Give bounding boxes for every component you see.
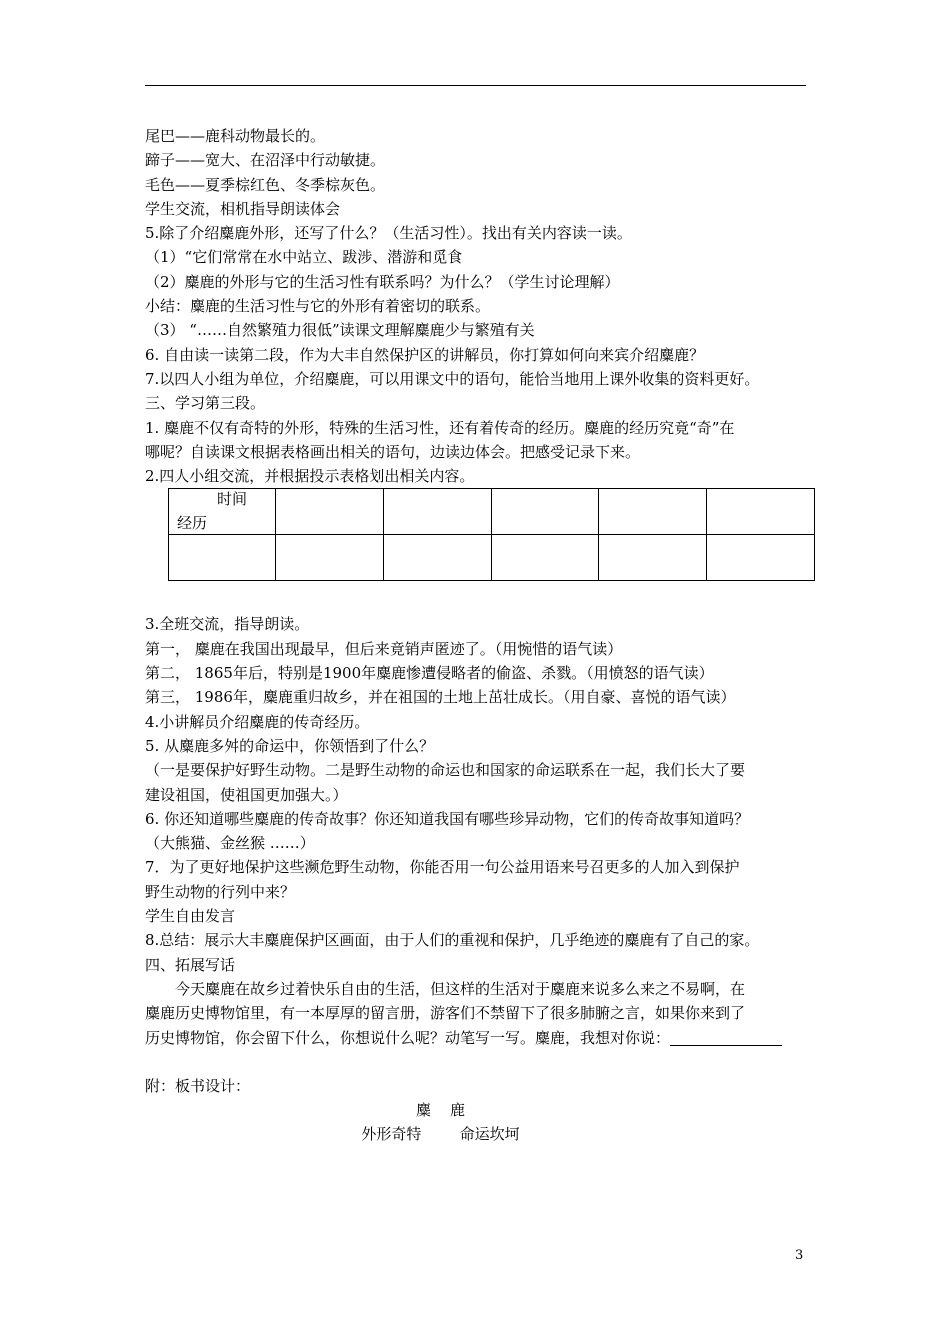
paragraph-line-with-blank	[145, 1026, 810, 1050]
table-cell[interactable]	[491, 489, 599, 535]
text-line: 第一， 麋鹿在我国出现最早，但后来竟销声匿迹了。（用惋惜的语气读）	[145, 639, 623, 658]
text-line: 6. 自由读一读第二段，作为大丰自然保护区的讲解员，你打算如何向来宾介绍麋鹿？	[145, 345, 705, 364]
board-title: 麋 鹿	[415, 1101, 466, 1120]
text-line: 学生交流，相机指导朗读体会	[145, 199, 341, 218]
text-line: 建设祖国，使祖国更加强大。）	[145, 785, 348, 804]
table-cell[interactable]	[599, 489, 707, 535]
paragraph-line: 历史博物馆，你会留下什么，你想说什么呢？动笔写一写。麋鹿，我想对你说：	[145, 1028, 671, 1047]
paragraph-line: 今天麋鹿在故乡过着快乐自由的生活，但这样的生活对于麋鹿来说多么来之不易啊，在	[175, 979, 746, 998]
section-heading: 三、学习第三段。	[145, 394, 266, 413]
text-line: 尾巴——鹿科动物最长的。	[145, 127, 326, 145]
text-line: 蹄子——宽大、在沼泽中行动敏捷。	[145, 151, 386, 170]
table-cell[interactable]	[707, 489, 815, 535]
table-row	[169, 489, 815, 535]
text-line: 学生自由发言	[145, 907, 236, 926]
text-line: 野生动物的行列中来？	[145, 882, 296, 901]
text-line: 第三， 1986年，麋鹿重归故乡，并在祖国的土地上茁壮成长。（用自豪、喜悦的语气读）	[145, 688, 736, 707]
table-cell[interactable]	[169, 535, 276, 581]
text-line: 2.四人小组交流，并根据投示表格划出相关内容。	[145, 467, 475, 486]
document-body	[145, 124, 810, 1147]
header-rule	[145, 85, 806, 86]
page-number: 3	[795, 1248, 804, 1263]
text-line: 7．为了更好地保护这些濒危野生动物，你能否用一句公益用语来号召更多的人加入到保护	[145, 858, 740, 877]
table-cell[interactable]	[383, 489, 491, 535]
text-line: 第二， 1865年后，特别是1900年麋鹿惨遭侵略者的偷盗、杀戮。（用愤怒的语气读）	[145, 664, 714, 683]
table-row	[169, 535, 815, 581]
text-line: （2）麋鹿的外形与它的生活习性有联系吗？为什么？（学生讨论理解）	[145, 272, 620, 291]
table-header-experience: 经历	[177, 514, 208, 533]
table-header-cell	[169, 489, 276, 535]
table-cell[interactable]	[491, 535, 599, 581]
table-cell[interactable]	[276, 535, 384, 581]
paragraph-line: 麋鹿历史博物馆里，有一本厚厚的留言册，游客们不禁留下了很多肺腑之言，如果你来到了	[145, 1004, 746, 1023]
text-line: 毛色——夏季棕红色、冬季棕灰色。	[145, 175, 386, 194]
text-line: （一是要保护好野生动物。二是野生动物的命运也和国家的命运联系在一起，我们长大了要	[145, 761, 746, 780]
text-line: 4.小讲解员介绍麋鹿的传奇经历。	[145, 712, 370, 731]
table-cell[interactable]	[276, 489, 384, 535]
text-line: 小结：麋鹿的生活习性与它的外形有着密切的联系。	[145, 297, 491, 316]
board-design-label: 附：板书设计：	[145, 1076, 251, 1095]
text-line: 5. 从麋鹿多舛的命运中，你领悟到了什么？	[145, 736, 435, 755]
text-line: 3.全班交流，指导朗读。	[145, 615, 310, 634]
text-line: （1）“它们常常在水中站立、跋涉、潜游和觅食	[145, 248, 463, 267]
board-subtitle: 外形奇特 命运坎坷	[361, 1125, 520, 1144]
table-cell[interactable]	[383, 535, 491, 581]
text-line: 5.除了介绍麋鹿外形，还写了什么？（生活习性）。找出有关内容读一读。	[145, 224, 632, 243]
answer-blank[interactable]	[670, 1028, 782, 1046]
table-cell[interactable]	[707, 535, 815, 581]
text-line: （3） “……自然繁殖力很低”读课文理解麋鹿少与繁殖有关	[145, 321, 535, 340]
text-line: （大熊猫、金丝猴 ……）	[145, 834, 315, 853]
table-cell[interactable]	[599, 535, 707, 581]
text-line: 哪呢？自读课文根据表格画出相关的语句，边读边体会。把感受记录下来。	[145, 442, 641, 461]
text-line: 8.总结：展示大丰麋鹿保护区画面，由于人们的重视和保护，几乎绝迹的麋鹿有了自己的家。	[145, 931, 760, 950]
text-line: 1. 麋鹿不仅有奇特的外形，特殊的生活习性，还有着传奇的经历。麋鹿的经历究竟“奇”在	[145, 418, 735, 437]
experience-table	[168, 488, 815, 581]
text-line: 7.以四人小组为单位，介绍麋鹿，可以用课文中的语句，能恰当地用上课外收集的资料更好。	[145, 369, 760, 388]
text-line: 6. 你还知道哪些麋鹿的传奇故事？你还知道我国有哪些珍异动物，它们的传奇故事知道吗？	[145, 809, 750, 828]
table-header-time: 时间	[217, 490, 248, 509]
section-heading: 四、拓展写话	[145, 955, 236, 974]
